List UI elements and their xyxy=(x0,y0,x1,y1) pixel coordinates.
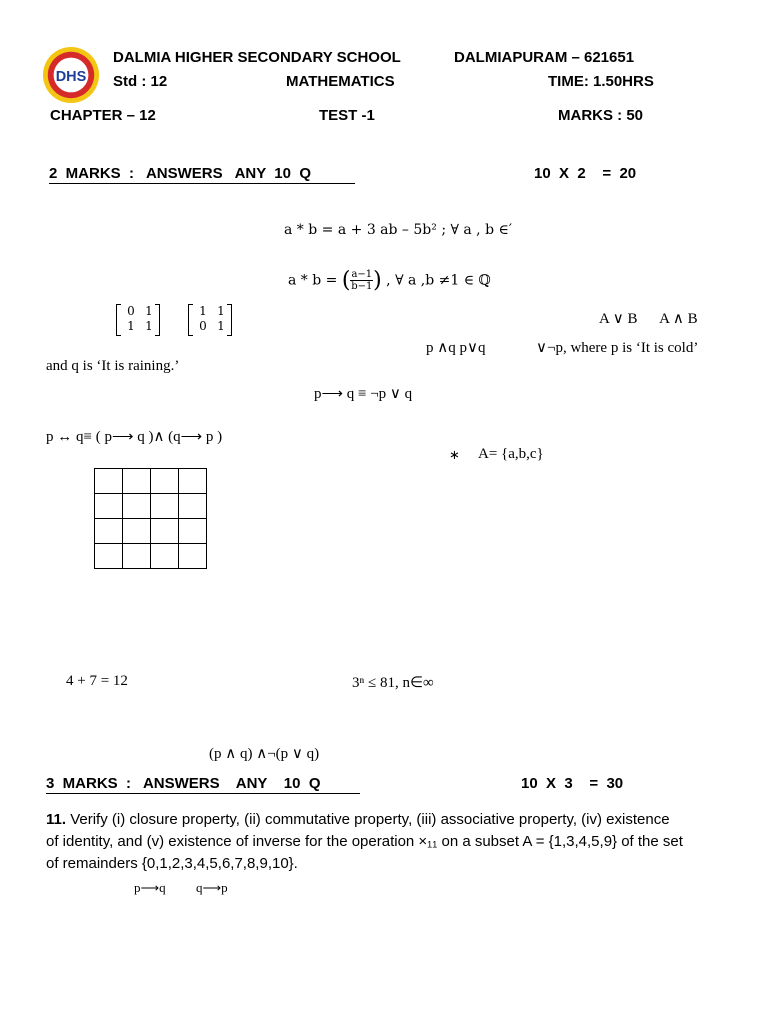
time-label: TIME: 1.50HRS xyxy=(548,73,654,90)
biconditional: p ↔ q≡ ( p⟶ q )∧ (q⟶ p ) xyxy=(46,429,223,445)
op2-numerator: a−1 xyxy=(351,269,373,280)
op2-fraction xyxy=(350,269,373,292)
section3-title: 3 MARKS : ANSWERS ANY 10 Q xyxy=(46,775,360,794)
logo-text: DHS xyxy=(55,68,87,85)
matrix-2 xyxy=(188,304,232,334)
matrix-1 xyxy=(116,304,160,334)
contradiction-formula: (p ∧ q) ∧¬(p ∨ q) xyxy=(209,746,320,762)
svg-text:DHS xyxy=(56,69,87,85)
pq-forms: p ∧q p∨q xyxy=(426,340,486,356)
marks-label: MARKS : 50 xyxy=(558,107,644,124)
op2-denominator: b−1 xyxy=(351,281,373,292)
inequality: 3ⁿ ≤ 81, n∈∞ xyxy=(352,675,434,691)
matrix1-a: 0 xyxy=(127,304,135,318)
conditional-qp: q⟶p xyxy=(196,880,228,895)
operation-2: a * b = ( $\frac{a-1}{b-1}$ ) , ∀ a ,b ≠1 ∈ ℚ xyxy=(288,268,491,293)
op2-prefix: a * b = xyxy=(288,272,342,289)
school-name: DALMIA HIGHER SECONDARY SCHOOL xyxy=(113,49,401,66)
question-11-text: Verify (i) closure property, (ii) commutative property, (iii) associative property, (iv) existence of identity, and (v) existence of inverse for the operation ×₁₁ on a subset A = {1,3,4,5,9} of the set of remainders {0,1,2,3,4,5,6,7,8,9,10}. xyxy=(46,811,683,872)
matrix2-c: 0 xyxy=(199,319,207,333)
section2-score: 10 X 2 = 20 xyxy=(534,165,637,182)
neg-p-text: ∨¬p, where p is ‘It is cold’ xyxy=(536,340,699,356)
matrix1-c: 1 xyxy=(127,319,135,333)
test-label: TEST -1 xyxy=(319,107,375,124)
school-place: DALMIAPURAM – 621651 xyxy=(454,49,635,66)
matrix2-d: 1 xyxy=(217,319,225,333)
chapter-label: CHAPTER – 12 xyxy=(50,107,156,124)
question-11 xyxy=(46,809,686,875)
or-and-symbols: A ∨ B A ∧ B xyxy=(599,311,698,327)
q-rain-text: and q is ‘It is raining.’ xyxy=(46,358,180,374)
matrix1-b: 1 xyxy=(145,304,153,318)
matrix2-b: 1 xyxy=(217,304,225,318)
subject-label: MATHEMATICS xyxy=(286,73,395,90)
operation-table xyxy=(94,468,207,569)
section2-title: 2 MARKS : ANSWERS ANY 10 Q xyxy=(49,165,355,184)
conditional-pq: p⟶q xyxy=(134,880,166,895)
op2-suffix: , ∀ a ,b ≠1 ∈ ℚ xyxy=(381,272,491,289)
section3-score: 10 X 3 = 30 xyxy=(521,775,624,792)
star-symbol: ∗ xyxy=(449,447,460,462)
clock-arithmetic: 4 + 7 = 12 xyxy=(66,673,128,689)
matrix2-a: 1 xyxy=(199,304,207,318)
implication-equivalence: p⟶ q ≡ ¬p ∨ q xyxy=(314,386,413,402)
question-11-number: 11. xyxy=(46,811,67,828)
matrix1-d: 1 xyxy=(145,319,153,333)
school-logo xyxy=(42,46,100,104)
operation-1: a * b = a + 3 ab – 5b² ; ∀ a , b ∈′ xyxy=(284,222,513,238)
set-a: A= {a,b,c} xyxy=(478,446,544,462)
std-label: Std : 12 xyxy=(113,73,168,90)
